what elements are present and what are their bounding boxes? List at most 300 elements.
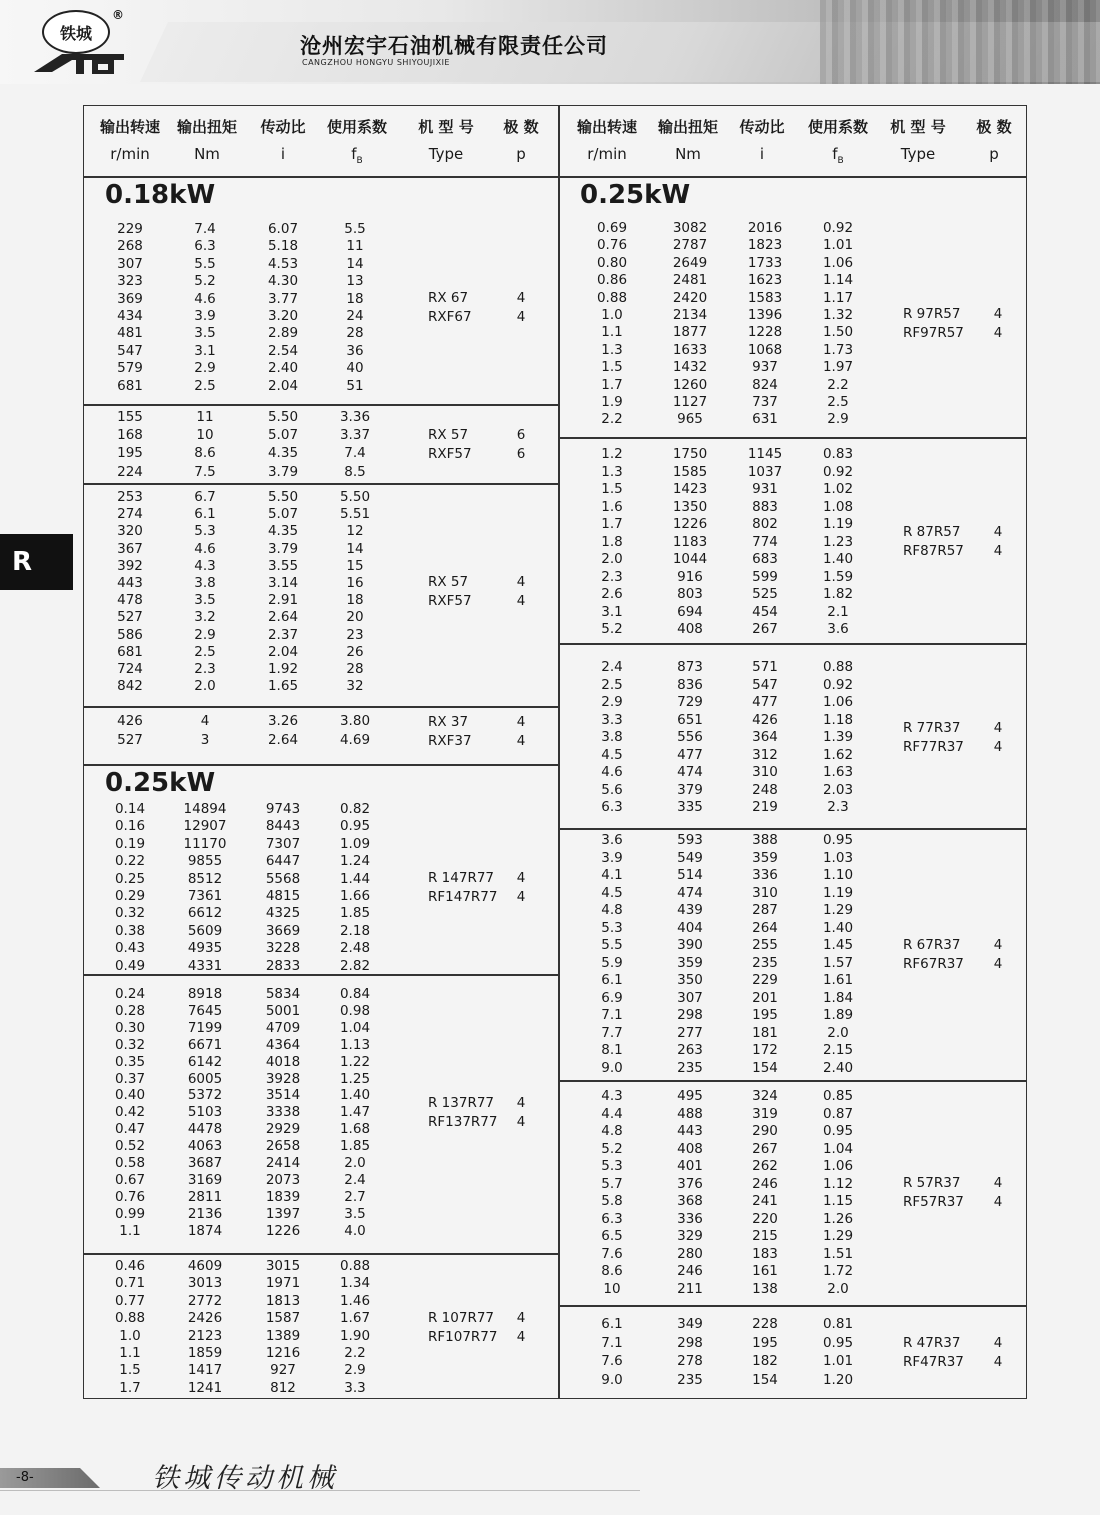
model-type: RX 37 [428, 713, 469, 730]
ratio-value: 5001 [265, 1002, 301, 1019]
speed-value: 527 [117, 609, 143, 626]
ratio-value: 1226 [265, 1222, 301, 1239]
ratio-value: 3669 [265, 922, 301, 939]
service-factor-value: 1.84 [822, 989, 854, 1006]
ratio-value: 2.64 [267, 731, 299, 748]
torque-value: 1423 [672, 481, 708, 497]
ratio-value: 228 [752, 1316, 778, 1332]
torque-value: 12907 [183, 818, 227, 835]
torque-value: 14894 [183, 801, 227, 817]
ratio-value: 1145 [747, 446, 783, 462]
service-factor-value: 1.02 [822, 481, 854, 497]
speed-value: 724 [117, 661, 143, 677]
torque-value: 488 [677, 1105, 703, 1122]
footer-wedge [0, 1468, 100, 1488]
ratio-value: 571 [752, 659, 778, 675]
service-factor-value: 3.6 [827, 621, 849, 637]
ratio-value: 172 [752, 1042, 778, 1058]
service-factor-value: 1.14 [822, 272, 854, 289]
torque-value: 2.0 [194, 678, 216, 695]
service-factor-value: 1.01 [822, 237, 854, 254]
torque-value: 495 [677, 1088, 703, 1104]
torque-value: 3169 [187, 1171, 223, 1188]
torque-value: 2.9 [194, 626, 216, 643]
pole-count: 6 [516, 427, 526, 444]
torque-value: 474 [677, 884, 703, 901]
logo-emblem-icon [32, 48, 126, 76]
model-type: R 87R57 [903, 524, 961, 541]
service-factor-value: 36 [346, 342, 364, 359]
ratio-value: 3.20 [267, 308, 299, 324]
speed-value: 9.0 [601, 1371, 623, 1388]
model-type: RF147R77 [428, 889, 498, 905]
speed-value: 307 [117, 255, 143, 272]
right-header-2: 传动比 [739, 118, 785, 136]
speed-value: 478 [117, 592, 143, 609]
ratio-value: 4.30 [267, 273, 299, 290]
speed-value: 0.37 [114, 1070, 146, 1087]
torque-value: 1432 [672, 359, 708, 376]
ratio-value: 4815 [265, 888, 301, 904]
service-factor-value: 1.22 [339, 1053, 371, 1070]
torque-value: 8918 [187, 986, 223, 1002]
torque-value: 651 [677, 711, 703, 728]
right-unit-3: $f_B$ [832, 145, 844, 166]
left-group-separator [84, 1253, 558, 1255]
model-type: RF77R37 [903, 738, 964, 755]
service-factor-value: 1.66 [339, 888, 371, 904]
ratio-value: 161 [752, 1263, 778, 1279]
right-group-separator [560, 1305, 1026, 1307]
speed-value: 0.16 [114, 818, 146, 835]
torque-value: 1350 [672, 498, 708, 515]
service-factor-value: 1.01 [822, 1353, 854, 1369]
service-factor-value: 1.97 [822, 359, 854, 376]
speed-value: 434 [117, 308, 143, 324]
service-factor-value: 1.26 [822, 1210, 854, 1227]
pole-count: 4 [993, 1335, 1003, 1351]
torque-value: 8512 [187, 870, 223, 887]
service-factor-value: 0.95 [822, 1334, 854, 1351]
service-factor-value: 1.67 [339, 1310, 371, 1327]
model-type: R 137R77 [428, 1094, 494, 1111]
torque-value: 2649 [672, 254, 708, 271]
torque-value: 5372 [187, 1087, 223, 1104]
model-type: RX 57 [428, 427, 469, 444]
speed-value: 0.24 [114, 986, 146, 1002]
ratio-value: 824 [752, 376, 778, 393]
ratio-value: 3338 [265, 1104, 301, 1121]
service-factor-value: 14 [346, 255, 364, 272]
pole-count: 4 [993, 936, 1003, 953]
speed-value: 5.6 [601, 781, 623, 798]
torque-value: 1874 [187, 1222, 223, 1239]
torque-value: 549 [677, 849, 703, 866]
speed-value: 0.47 [114, 1121, 146, 1138]
service-factor-value: 0.81 [822, 1316, 854, 1332]
torque-value: 298 [677, 1334, 703, 1351]
speed-value: 5.5 [601, 937, 623, 953]
service-factor-value: 1.61 [822, 972, 854, 988]
model-type: R 47R37 [903, 1335, 961, 1351]
ratio-value: 1228 [747, 324, 783, 341]
torque-value: 5.5 [194, 255, 216, 272]
torque-value: 9855 [187, 853, 223, 870]
service-factor-value: 2.82 [339, 957, 371, 974]
spec-table [83, 105, 1027, 1399]
service-factor-value: 1.13 [339, 1036, 371, 1053]
service-factor-value: 0.95 [822, 1123, 854, 1139]
left-header-4: 机 型 号 [418, 118, 474, 136]
ratio-value: 3.79 [267, 463, 299, 480]
service-factor-value: 26 [346, 643, 364, 660]
service-factor-value: 1.06 [822, 1158, 854, 1174]
ratio-value: 812 [270, 1379, 296, 1396]
ratio-value: 4018 [265, 1053, 301, 1070]
service-factor-value: 2.3 [827, 799, 849, 815]
speed-value: 4.8 [601, 902, 623, 918]
right-group-separator [560, 437, 1026, 439]
torque-value: 336 [677, 1210, 703, 1227]
torque-value: 556 [677, 729, 703, 745]
speed-value: 0.77 [114, 1292, 146, 1309]
torque-value: 1877 [672, 324, 708, 341]
torque-value: 5609 [187, 922, 223, 939]
torque-value: 277 [677, 1024, 703, 1041]
service-factor-value: 3.3 [344, 1379, 366, 1396]
service-factor-value: 1.29 [822, 902, 854, 918]
ratio-value: 1389 [265, 1327, 301, 1344]
footer-brand: 铁城传动机械 [152, 1463, 338, 1494]
model-type: RF67R37 [903, 955, 964, 972]
service-factor-value: 7.4 [344, 445, 366, 462]
company-logo [28, 6, 128, 78]
ratio-value: 246 [752, 1175, 778, 1192]
speed-value: 1.2 [601, 446, 623, 462]
ratio-value: 5.07 [267, 427, 299, 444]
ratio-value: 359 [752, 849, 778, 866]
ratio-value: 931 [752, 481, 778, 497]
ratio-value: 1.65 [267, 678, 299, 695]
torque-value: 1750 [672, 446, 708, 462]
torque-value: 211 [677, 1280, 703, 1297]
torque-value: 2481 [672, 272, 708, 289]
ratio-value: 1823 [747, 237, 783, 254]
service-factor-value: 2.03 [822, 781, 854, 798]
ratio-value: 3928 [265, 1070, 301, 1087]
service-factor-value: 4.0 [344, 1222, 366, 1239]
service-factor-value: 1.44 [339, 870, 371, 887]
speed-value: 527 [117, 731, 143, 748]
ratio-value: 883 [752, 498, 778, 515]
speed-value: 367 [117, 540, 143, 557]
service-factor-value: 1.51 [822, 1245, 854, 1262]
ratio-value: 2414 [265, 1155, 301, 1171]
speed-value: 3.6 [601, 832, 623, 848]
service-factor-value: 1.63 [822, 764, 854, 780]
model-type: R 67R37 [903, 936, 961, 953]
torque-value: 6612 [187, 905, 223, 922]
ratio-value: 215 [752, 1228, 778, 1244]
speed-value: 5.3 [601, 1158, 623, 1174]
left-unit-3: $f_B$ [351, 145, 363, 166]
model-type: RF87R57 [903, 543, 964, 560]
service-factor-value: 2.40 [822, 1059, 854, 1076]
ratio-value: 201 [752, 989, 778, 1006]
model-type: RXF67 [428, 309, 472, 325]
torque-value: 2.9 [194, 360, 216, 377]
ratio-value: 229 [752, 972, 778, 988]
service-factor-value: 1.08 [822, 498, 854, 515]
torque-value: 2787 [672, 237, 708, 254]
speed-value: 0.38 [114, 922, 146, 939]
torque-value: 11 [196, 409, 214, 425]
torque-value: 408 [677, 621, 703, 637]
service-factor-value: 1.90 [339, 1327, 371, 1344]
speed-value: 5.2 [601, 621, 623, 637]
service-factor-value: 5.50 [339, 489, 371, 505]
model-type: RXF37 [428, 732, 472, 749]
service-factor-value: 2.0 [344, 1155, 366, 1171]
ratio-value: 937 [752, 359, 778, 376]
ratio-value: 319 [752, 1105, 778, 1122]
pole-count: 4 [993, 306, 1003, 323]
speed-value: 1.7 [601, 516, 623, 532]
speed-value: 5.2 [601, 1140, 623, 1157]
ratio-value: 264 [752, 919, 778, 936]
service-factor-value: 1.32 [822, 307, 854, 323]
speed-value: 6.1 [601, 972, 623, 988]
torque-value: 1044 [672, 551, 708, 567]
ratio-value: 1587 [265, 1310, 301, 1327]
torque-value: 6671 [187, 1036, 223, 1053]
speed-value: 195 [117, 445, 143, 462]
service-factor-value: 3.36 [339, 409, 371, 425]
ratio-value: 6.07 [267, 221, 299, 237]
torque-value: 5.2 [194, 273, 216, 290]
service-factor-value: 18 [346, 290, 364, 307]
speed-value: 2.2 [601, 411, 623, 428]
speed-value: 0.42 [114, 1104, 146, 1121]
torque-value: 1183 [672, 533, 708, 550]
service-factor-value: 1.89 [822, 1007, 854, 1023]
torque-value: 3687 [187, 1155, 223, 1171]
pole-count: 4 [993, 1194, 1003, 1210]
ratio-value: 255 [752, 937, 778, 953]
service-factor-value: 1.06 [822, 694, 854, 710]
speed-value: 8.6 [601, 1263, 623, 1279]
service-factor-value: 40 [346, 360, 364, 377]
ratio-value: 802 [752, 516, 778, 532]
torque-value: 4478 [187, 1121, 223, 1138]
ratio-value: 2.91 [267, 592, 299, 609]
ratio-value: 5.18 [267, 238, 299, 255]
torque-value: 379 [677, 781, 703, 798]
service-factor-value: 3.37 [339, 427, 371, 444]
speed-value: 9.0 [601, 1059, 623, 1076]
ratio-value: 248 [752, 781, 778, 798]
speed-value: 4.1 [601, 867, 623, 883]
torque-value: 7.4 [194, 221, 216, 237]
speed-value: 6.9 [601, 989, 623, 1006]
service-factor-value: 0.83 [822, 446, 854, 462]
speed-value: 426 [117, 713, 143, 729]
service-factor-value: 24 [346, 308, 364, 324]
speed-value: 0.52 [114, 1138, 146, 1155]
service-factor-value: 1.45 [822, 937, 854, 953]
torque-value: 235 [677, 1059, 703, 1076]
torque-value: 1127 [672, 394, 708, 410]
ratio-value: 1068 [747, 341, 783, 358]
registered-mark: ® [112, 8, 124, 22]
ratio-value: 477 [752, 694, 778, 710]
ratio-value: 4709 [265, 1019, 301, 1036]
speed-value: 8.1 [601, 1042, 623, 1058]
pole-count: 4 [993, 1354, 1003, 1370]
left-unit-0: r/min [110, 145, 150, 163]
ratio-value: 267 [752, 1140, 778, 1157]
pole-count: 4 [516, 889, 526, 905]
ratio-value: 5.07 [267, 506, 299, 523]
model-type: RX 57 [428, 574, 469, 591]
ratio-value: 683 [752, 551, 778, 567]
speed-value: 547 [117, 342, 143, 359]
torque-value: 2134 [672, 307, 708, 323]
ratio-value: 2.64 [267, 609, 299, 626]
ratio-value: 5568 [265, 870, 301, 887]
torque-value: 280 [677, 1245, 703, 1262]
left-header-3: 使用系数 [326, 118, 388, 136]
ratio-value: 1.92 [267, 661, 299, 677]
model-type: R 57R37 [903, 1175, 961, 1191]
service-factor-value: 0.92 [822, 463, 854, 480]
right-fb-subscript: B [837, 156, 844, 166]
service-factor-value: 0.95 [822, 832, 854, 848]
torque-value: 4331 [187, 957, 223, 974]
service-factor-value: 1.03 [822, 849, 854, 866]
torque-value: 4609 [187, 1258, 223, 1274]
service-factor-value: 1.34 [339, 1275, 371, 1292]
model-type: R 147R77 [428, 870, 494, 886]
speed-value: 0.71 [114, 1275, 146, 1292]
service-factor-value: 20 [346, 609, 364, 626]
speed-value: 1.3 [601, 341, 623, 358]
service-factor-value: 0.85 [822, 1088, 854, 1104]
left-header-separator [84, 176, 558, 178]
pole-count: 4 [516, 1309, 526, 1326]
torque-value: 368 [677, 1193, 703, 1209]
header-banner [0, 0, 1100, 84]
service-factor-value: 0.98 [339, 1002, 371, 1019]
service-factor-value: 0.87 [822, 1105, 854, 1122]
service-factor-value: 2.7 [344, 1188, 366, 1205]
torque-value: 3.2 [194, 609, 216, 626]
speed-value: 0.86 [596, 272, 628, 289]
torque-value: 376 [677, 1175, 703, 1192]
ratio-value: 2073 [265, 1171, 301, 1188]
torque-value: 4 [200, 713, 210, 729]
service-factor-value: 2.48 [339, 940, 371, 957]
ratio-value: 2.04 [267, 643, 299, 660]
torque-value: 298 [677, 1007, 703, 1023]
ratio-value: 312 [752, 746, 778, 763]
ratio-value: 182 [752, 1353, 778, 1369]
left-header-0: 输出转速 [99, 118, 161, 136]
left-header-5: 极 数 [503, 118, 539, 136]
torque-value: 7.5 [194, 463, 216, 480]
ratio-value: 195 [752, 1334, 778, 1351]
torque-value: 6.3 [194, 238, 216, 255]
speed-value: 681 [117, 643, 143, 660]
service-factor-value: 5.51 [339, 506, 371, 523]
ratio-value: 2.40 [267, 360, 299, 377]
pole-count: 4 [993, 543, 1003, 560]
service-factor-value: 0.82 [339, 801, 371, 817]
right-unit-0: r/min [587, 145, 627, 163]
ratio-value: 1216 [265, 1345, 301, 1361]
ratio-value: 1397 [265, 1205, 301, 1222]
service-factor-value: 2.18 [339, 922, 371, 939]
speed-value: 0.99 [114, 1205, 146, 1222]
torque-value: 2811 [187, 1188, 223, 1205]
service-factor-value: 14 [346, 540, 364, 557]
speed-value: 268 [117, 238, 143, 255]
speed-value: 3.9 [601, 849, 623, 866]
speed-value: 7.6 [601, 1245, 623, 1262]
service-factor-value: 0.88 [822, 659, 854, 675]
model-type: RF47R37 [903, 1354, 964, 1370]
service-factor-value: 3.5 [344, 1205, 366, 1222]
service-factor-value: 1.40 [339, 1087, 371, 1104]
service-factor-value: 5.5 [344, 221, 366, 237]
ratio-value: 599 [752, 568, 778, 585]
ratio-value: 195 [752, 1007, 778, 1023]
ratio-value: 3228 [265, 940, 301, 957]
ratio-value: 1396 [747, 307, 783, 323]
service-factor-value: 1.19 [822, 884, 854, 901]
pole-count: 4 [516, 309, 526, 325]
torque-value: 2136 [187, 1205, 223, 1222]
pole-count: 4 [993, 1175, 1003, 1191]
speed-value: 229 [117, 221, 143, 237]
right-header-0: 输出转速 [576, 118, 638, 136]
torque-value: 335 [677, 799, 703, 815]
left-unit-5: p [516, 145, 526, 163]
ratio-value: 3.79 [267, 540, 299, 557]
torque-value: 3.9 [194, 308, 216, 324]
service-factor-value: 1.10 [822, 867, 854, 883]
left-section-title: 0.25kW [105, 768, 216, 798]
torque-value: 7199 [187, 1019, 223, 1036]
service-factor-value: 1.04 [339, 1019, 371, 1036]
torque-value: 2426 [187, 1310, 223, 1327]
speed-value: 0.88 [596, 289, 628, 306]
speed-value: 6.3 [601, 799, 623, 815]
ratio-value: 219 [752, 799, 778, 815]
speed-value: 320 [117, 523, 143, 540]
column-divider [558, 105, 560, 1399]
pole-count: 4 [516, 290, 526, 306]
right-header-5: 极 数 [976, 118, 1012, 136]
ratio-value: 3.55 [267, 557, 299, 574]
speed-value: 1.5 [601, 359, 623, 376]
ratio-value: 3.26 [267, 713, 299, 729]
speed-value: 2.5 [601, 676, 623, 693]
ratio-value: 290 [752, 1123, 778, 1139]
pole-count: 4 [993, 524, 1003, 541]
speed-value: 155 [117, 409, 143, 425]
torque-value: 408 [677, 1140, 703, 1157]
